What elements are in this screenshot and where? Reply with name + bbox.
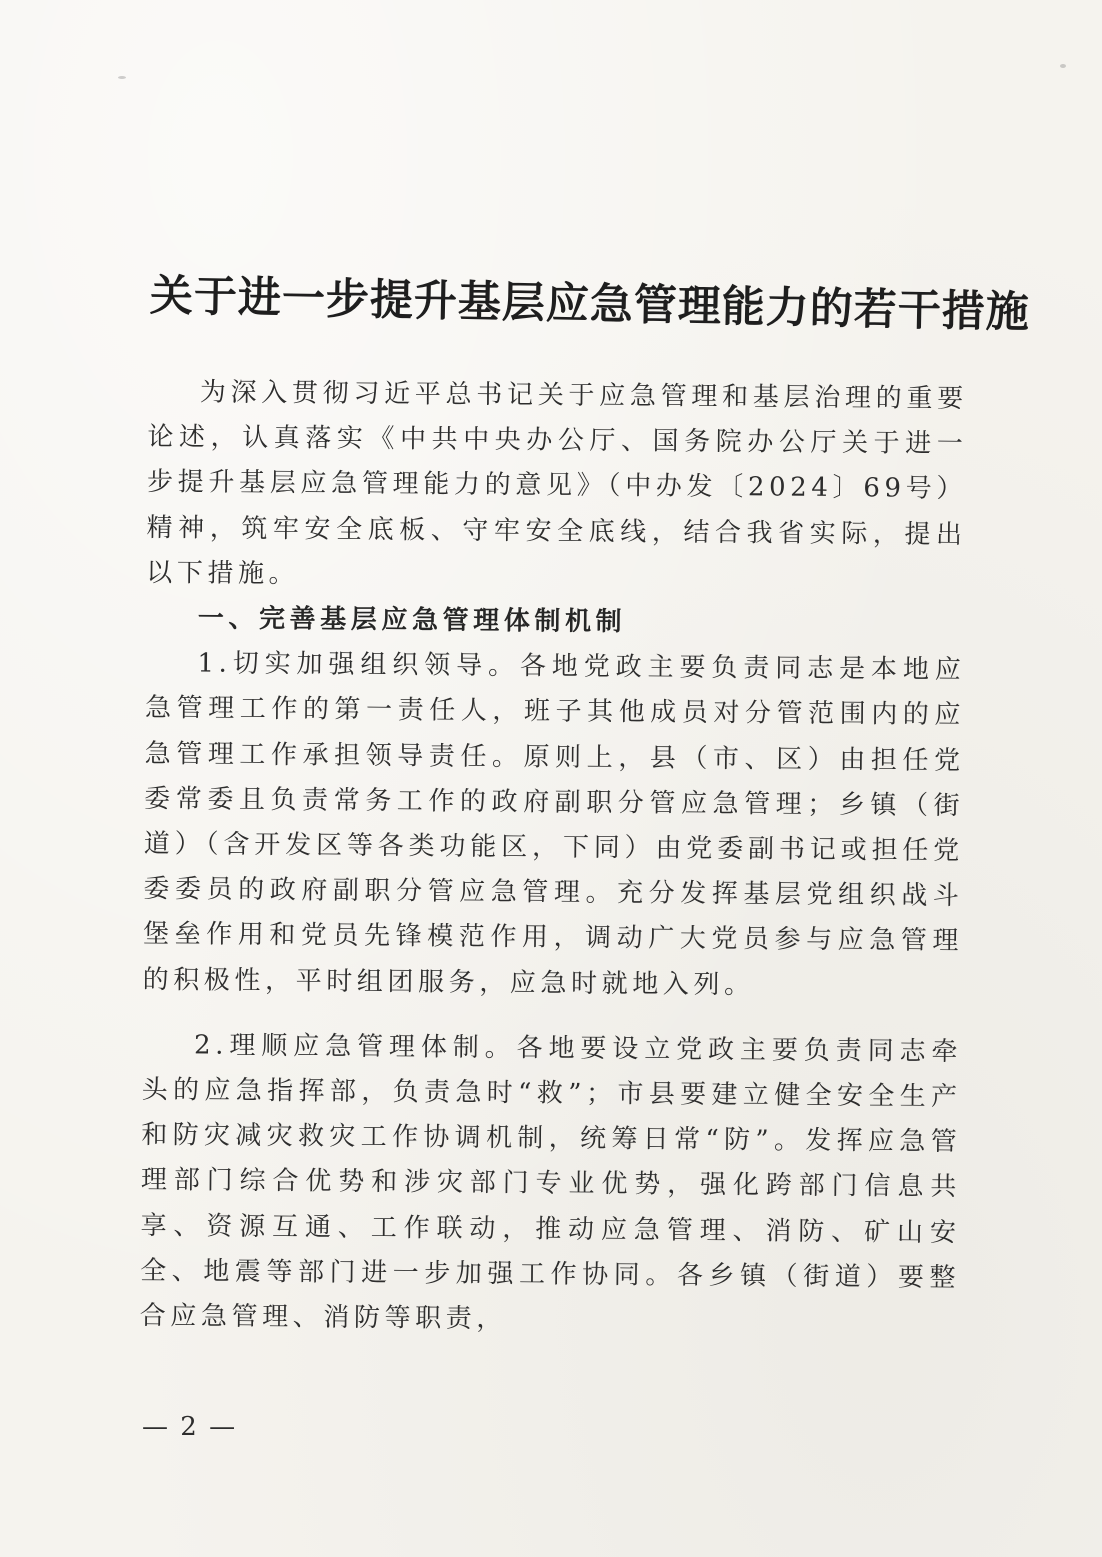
scan-speck — [1060, 64, 1066, 68]
document-title: 关于进一步提升基层应急管理能力的若干措施 — [149, 271, 1031, 338]
item-1-paragraph: 1.切实加强组织领导。各地党政主要负责同志是本地应急管理工作的第一责任人，班子其他成员对分管范围内的应急管理工作承担领导责任。原则上，县（市、区）由担任党委常委且负责常务工作的政府副职分管应急管理；乡镇（街道）（含开发区等各类功能区，下同）由党委副书记或担任党委委员的政府副职分管应急管理。充分发挥基层党组织战斗堡垒作用和党员先锋模范作用，调动广大党员参与应急管理的积极性，平时组团服务，应急时就地入列。 — [142, 648, 966, 1000]
section-heading: 一、完善基层应急管理体制机制 — [197, 603, 627, 638]
scan-speck — [118, 76, 126, 79]
item-2-paragraph: 2.理顺应急管理体制。各地要设立党政主要负责同志牵头的应急指挥部，负责急时“救”；市县要建立健全安全生产和防灾减灾救灾工作协调机制，统筹日常“防”。发挥应急管理部门综合优势和涉灾部门专业优势，强化跨部门信息共享、资源互通、工作联动，推动应急管理、消防、矿山安全、地震等部门进一步加强工作协同。各乡镇（街道）要整合应急管理、消防等职责， — [139, 1030, 963, 1335]
page-number: — 2 — — [142, 1412, 238, 1442]
document-body — [140, 370, 968, 1346]
intro-paragraph: 为深入贯彻习近平总书记关于应急管理和基层治理的重要论述，认真落实《中共中央办公厅、国务院办公厅关于进一步提升基层应急管理能力的意见》（中办发〔2024〕69号）精神，筑牢安全底板、守牢安全底线，结合我省实际，提出以下措施。 — [146, 377, 968, 590]
